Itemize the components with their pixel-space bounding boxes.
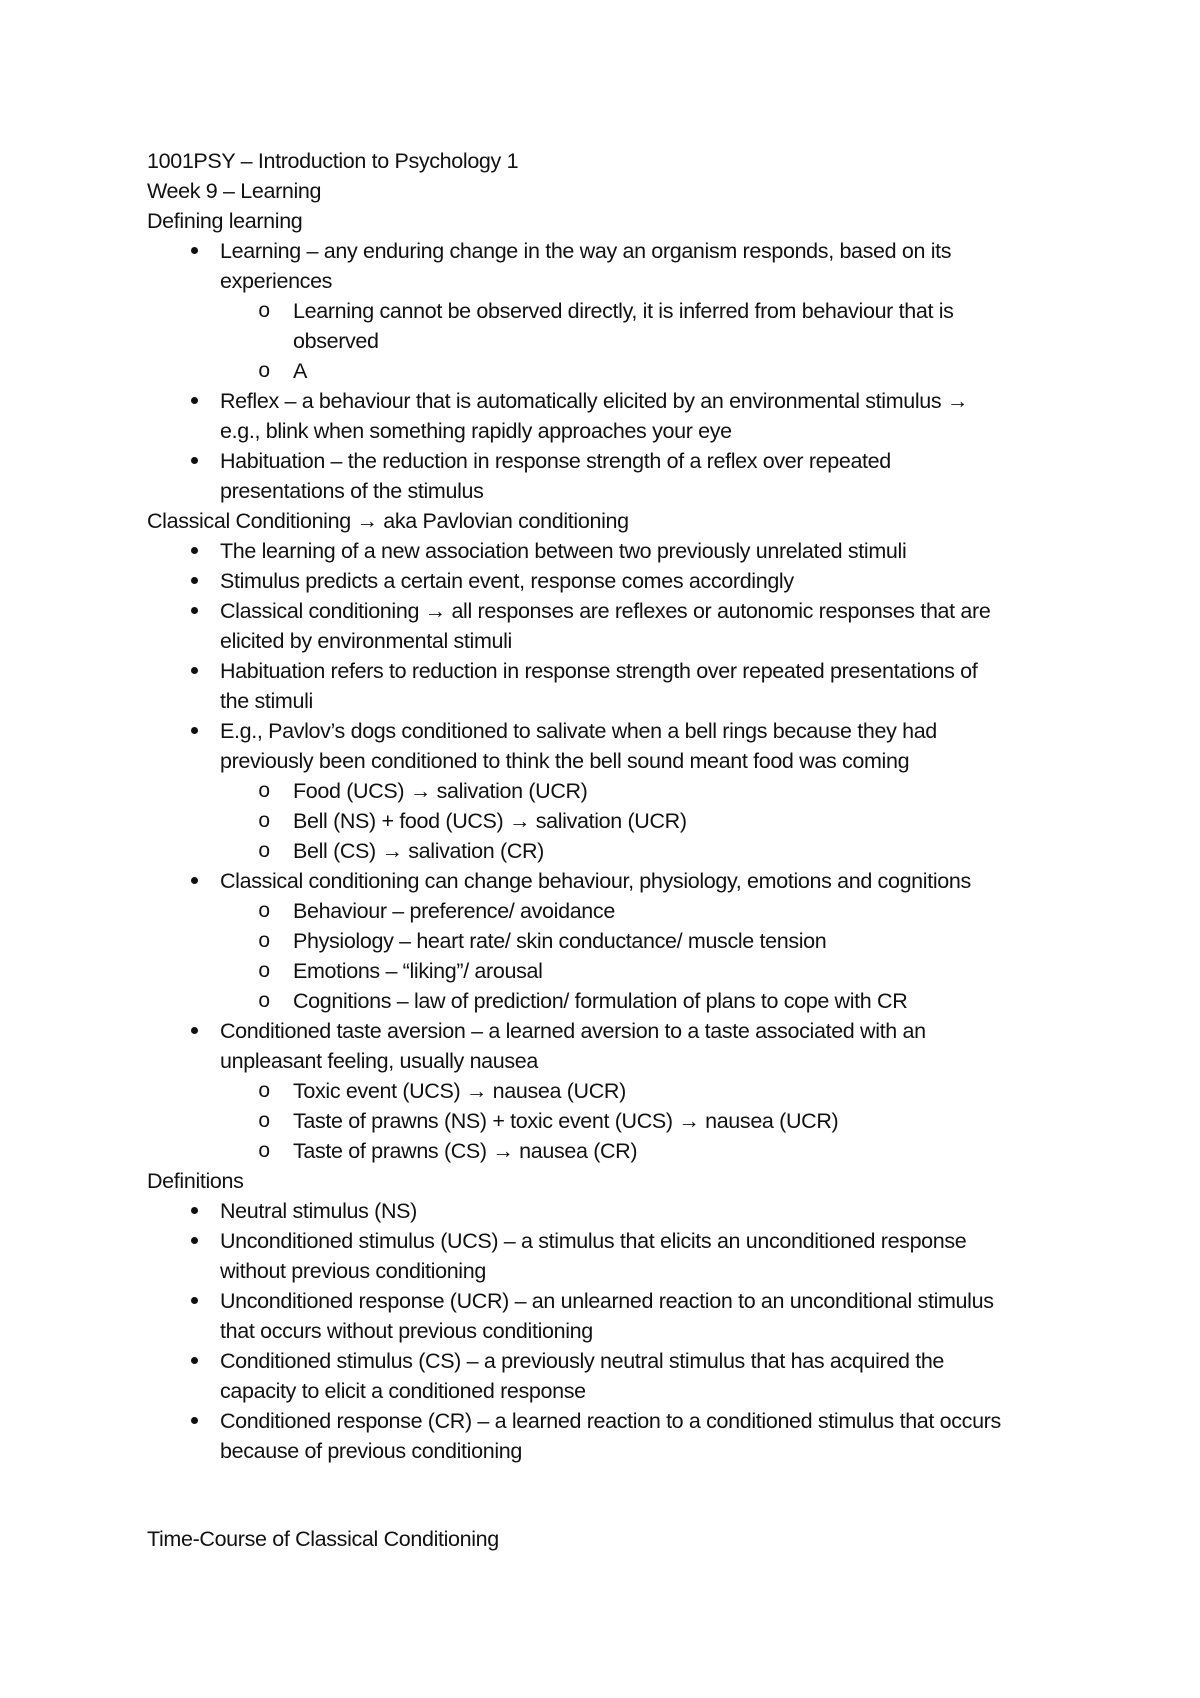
- list-item: [147, 1016, 1067, 1076]
- list-item: [147, 656, 1067, 716]
- paragraph-gap: [147, 1466, 1067, 1524]
- bullet-icon: [184, 1286, 204, 1316]
- sub-list-item: [147, 926, 1067, 956]
- bullet-icon: [184, 1226, 204, 1256]
- circle-bullet-icon: o: [258, 899, 270, 922]
- bullet-text: The learning of a new association between two previously unrelated stimuli: [220, 539, 907, 563]
- circle-bullet-icon: o: [258, 299, 270, 322]
- circle-bullet-icon: o: [258, 989, 270, 1012]
- bullet-icon: [184, 866, 204, 896]
- list-item: [147, 536, 1067, 566]
- bullet-text-continuation: that occurs without previous conditioning: [220, 1319, 593, 1343]
- list-item: [147, 866, 1067, 896]
- bullet-icon: [184, 566, 204, 596]
- list-item: [147, 1286, 1067, 1346]
- sub-bullet-text: Learning cannot be observed directly, it is inferred from behaviour that is: [293, 299, 954, 323]
- sub-list-item: [147, 1106, 1067, 1136]
- bullet-icon: [184, 386, 204, 416]
- bullet-text: Neutral stimulus (NS): [220, 1199, 417, 1223]
- bullet-text-continuation: previously been conditioned to think the bell sound meant food was coming: [220, 749, 910, 773]
- list-item: [147, 596, 1067, 656]
- bullet-icon: [184, 656, 204, 686]
- list-item: [147, 1196, 1067, 1226]
- circle-bullet-icon: o: [258, 1079, 270, 1102]
- bullet-text: Unconditioned response (UCR) – an unlearned reaction to an unconditional stimulus: [220, 1289, 994, 1313]
- sub-bullet-text: A: [293, 359, 307, 383]
- sub-list-item: [147, 986, 1067, 1016]
- sub-list-item: [147, 806, 1067, 836]
- bullet-text-continuation: capacity to elicit a conditioned response: [220, 1379, 586, 1403]
- circle-bullet-icon: o: [258, 929, 270, 952]
- sub-list-item: [147, 356, 1067, 386]
- bullet-text: Learning – any enduring change in the way an organism responds, based on its: [220, 239, 952, 263]
- sub-bullet-text: Taste of prawns (NS) + toxic event (UCS) → nausea (UCR): [293, 1109, 839, 1133]
- sub-list-item: [147, 896, 1067, 926]
- document-page: [147, 146, 1067, 1554]
- sub-list-item: [147, 1076, 1067, 1106]
- circle-bullet-icon: o: [258, 809, 270, 832]
- bullet-text: Conditioned stimulus (CS) – a previously neutral stimulus that has acquired the: [220, 1349, 945, 1373]
- bullet-text: Classical conditioning → all responses are reflexes or autonomic responses that are: [220, 599, 991, 623]
- sub-list-item: [147, 296, 1067, 356]
- bullet-text: Stimulus predicts a certain event, response comes accordingly: [220, 569, 794, 593]
- list-item: [147, 236, 1067, 296]
- bullet-text-continuation: elicited by environmental stimuli: [220, 629, 512, 653]
- circle-bullet-icon: o: [258, 959, 270, 982]
- list-item: [147, 1406, 1067, 1466]
- section-heading-defining-learning: Defining learning: [147, 209, 303, 233]
- bullet-text-continuation: without previous conditioning: [220, 1259, 486, 1283]
- circle-bullet-icon: o: [258, 1109, 270, 1132]
- bullet-icon: [184, 1406, 204, 1436]
- sub-bullet-text: Emotions – “liking”/ arousal: [293, 959, 543, 983]
- list-item: [147, 386, 1067, 446]
- week-title: Week 9 – Learning: [147, 179, 322, 203]
- sub-bullet-text: Taste of prawns (CS) → nausea (CR): [293, 1139, 638, 1163]
- list-item: [147, 1226, 1067, 1286]
- sub-list-item: [147, 776, 1067, 806]
- list-item: [147, 1346, 1067, 1406]
- bullet-text-continuation: unpleasant feeling, usually nausea: [220, 1049, 539, 1073]
- sub-bullet-text: Food (UCS) → salivation (UCR): [293, 779, 588, 803]
- bullet-text: Conditioned response (CR) – a learned reaction to a conditioned stimulus that occurs: [220, 1409, 1001, 1433]
- sub-bullet-text-continuation: observed: [293, 329, 379, 353]
- sub-bullet-text: Behaviour – preference/ avoidance: [293, 899, 615, 923]
- sub-bullet-text: Physiology – heart rate/ skin conductance/ muscle tension: [293, 929, 827, 953]
- bullet-text: Reflex – a behaviour that is automatically elicited by an environmental stimulus →: [220, 389, 969, 413]
- circle-bullet-icon: o: [258, 839, 270, 862]
- section-heading-classical-conditioning: Classical Conditioning → aka Pavlovian conditioning: [147, 509, 629, 533]
- bullet-text-continuation: experiences: [220, 269, 333, 293]
- bullet-text-continuation: the stimuli: [220, 689, 313, 713]
- bullet-icon: [184, 1016, 204, 1046]
- section-heading-definitions: Definitions: [147, 1169, 244, 1193]
- list-item: [147, 566, 1067, 596]
- bullet-icon: [184, 236, 204, 266]
- bullet-text: Unconditioned stimulus (UCS) – a stimulus that elicits an unconditioned response: [220, 1229, 967, 1253]
- circle-bullet-icon: o: [258, 779, 270, 802]
- bullet-icon: [184, 596, 204, 626]
- sub-bullet-text: Cognitions – law of prediction/ formulation of plans to cope with CR: [293, 989, 908, 1013]
- sub-bullet-text: Toxic event (UCS) → nausea (UCR): [293, 1079, 626, 1103]
- bullet-icon: [184, 1196, 204, 1226]
- bullet-text-continuation: because of previous conditioning: [220, 1439, 522, 1463]
- bullet-icon: [184, 716, 204, 746]
- bullet-text: Habituation – the reduction in response strength of a reflex over repeated: [220, 449, 891, 473]
- circle-bullet-icon: o: [258, 359, 270, 382]
- bullet-icon: [184, 536, 204, 566]
- list-item: [147, 716, 1067, 776]
- bullet-icon: [184, 446, 204, 476]
- bullet-icon: [184, 1346, 204, 1376]
- sub-list-item: [147, 956, 1067, 986]
- bullet-text: Classical conditioning can change behaviour, physiology, emotions and cognitions: [220, 869, 971, 893]
- bullet-text: Conditioned taste aversion – a learned aversion to a taste associated with an: [220, 1019, 926, 1043]
- course-title: 1001PSY – Introduction to Psychology 1: [147, 149, 519, 173]
- sub-bullet-text: Bell (NS) + food (UCS) → salivation (UCR): [293, 809, 687, 833]
- sub-list-item: [147, 836, 1067, 866]
- bullet-text-continuation: e.g., blink when something rapidly approaches your eye: [220, 419, 732, 443]
- bullet-text: E.g., Pavlov’s dogs conditioned to salivate when a bell rings because they had: [220, 719, 937, 743]
- circle-bullet-icon: o: [258, 1139, 270, 1162]
- section-heading-time-course: Time-Course of Classical Conditioning: [147, 1527, 499, 1551]
- bullet-text-continuation: presentations of the stimulus: [220, 479, 484, 503]
- sub-list-item: [147, 1136, 1067, 1166]
- sub-bullet-text: Bell (CS) → salivation (CR): [293, 839, 544, 863]
- bullet-text: Habituation refers to reduction in response strength over repeated presentations of: [220, 659, 978, 683]
- list-item: [147, 446, 1067, 506]
